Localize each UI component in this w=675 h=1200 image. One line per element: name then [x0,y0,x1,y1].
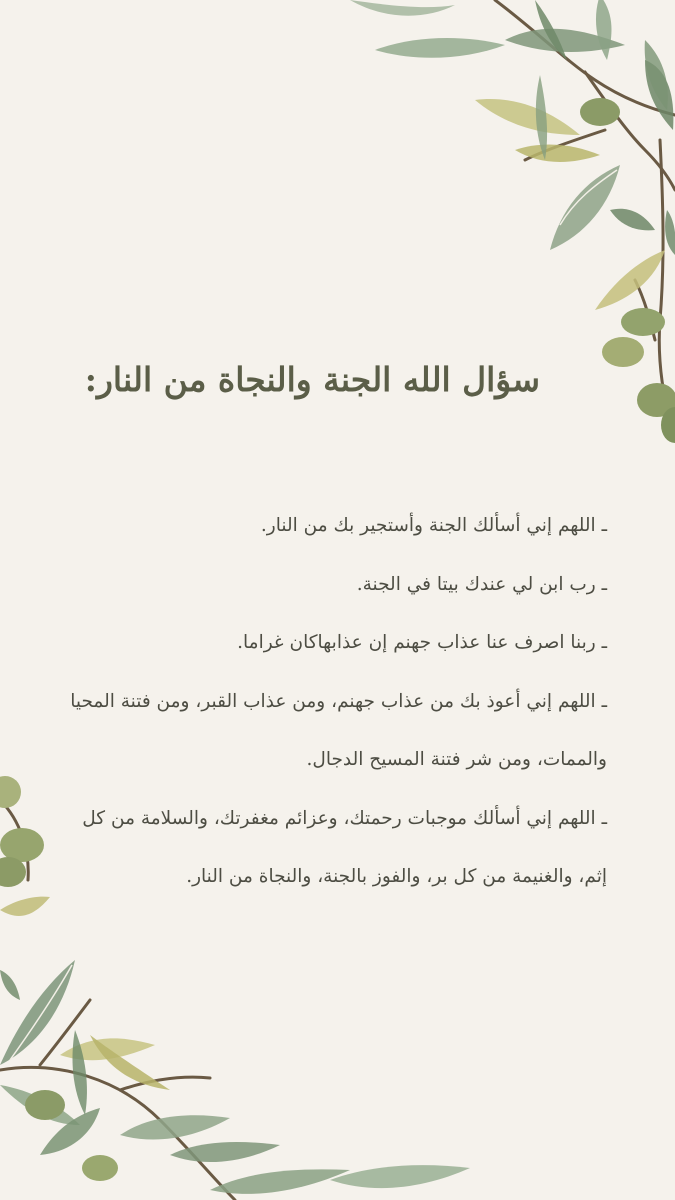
dua-item-4 [67,673,607,790]
page-title: سؤال الله الجنة والنجاة من النار: [84,360,540,399]
dua-text: ـ اللهم إني أعوذ بك من عذاب جهنم، ومن عذاب القبر، ومن فتنة المحيا والممات، ومن شر فتنة المسيح الدجال. [70,690,607,770]
dua-list [67,497,607,907]
dua-item-2 [67,556,607,615]
dua-text: ـ ربنا اصرف عنا عذاب جهنم إن عذابهاكان غراما. [237,632,607,653]
dua-item-3 [67,614,607,673]
dua-text: ـ رب ابن لي عندك بيتا في الجنة. [356,573,607,595]
dua-item-1 [67,497,607,556]
dua-item-5 [67,790,607,907]
dua-text: ـ اللهم إني أسألك موجبات رحمتك، وعزائم مغفرتك، والسلامة من كل إثم، والغنيمة من كل بر، والفوز بالجنة، والنجاة من النار. [82,807,607,887]
dua-text: ـ اللهم إني أسألك الجنة وأستجير بك من النار. [260,515,607,536]
